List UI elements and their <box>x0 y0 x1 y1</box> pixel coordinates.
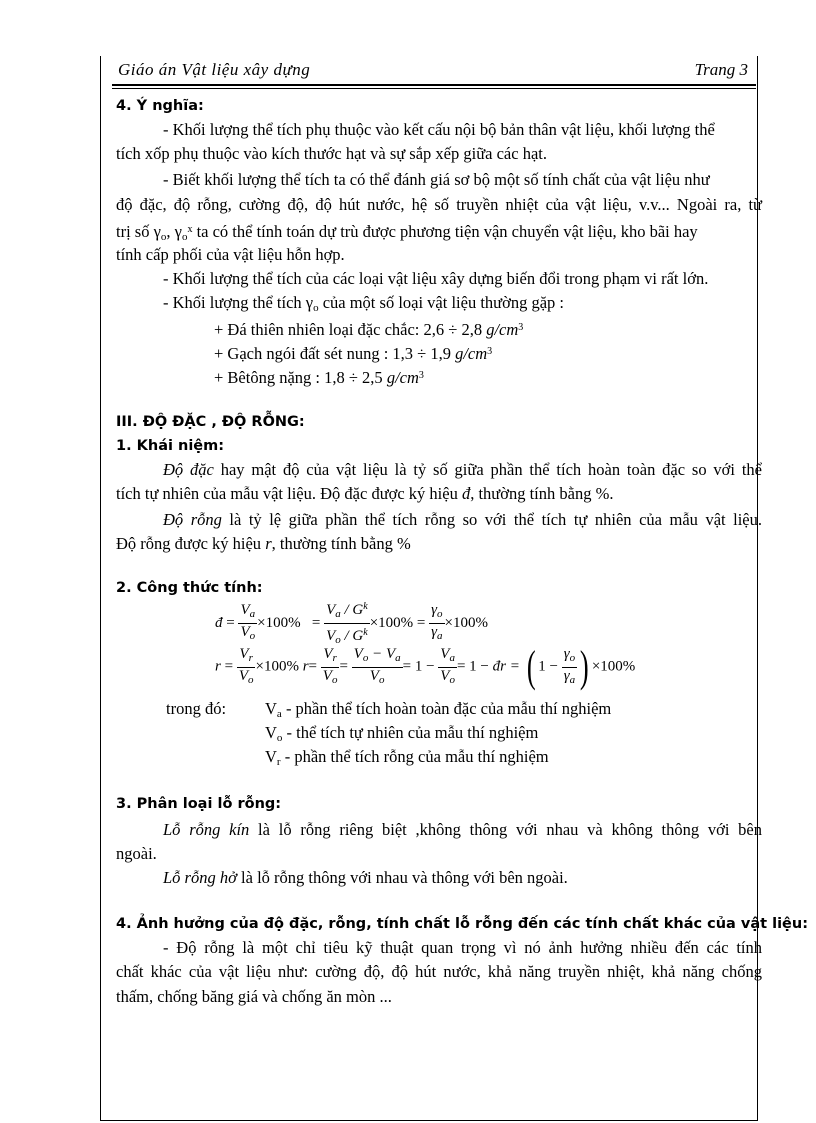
fraction-num: V <box>353 645 363 662</box>
paragraph-line <box>116 534 411 554</box>
text-run: - Khối lượng thể tích γ <box>163 293 314 312</box>
formula-op: r = <box>500 658 520 675</box>
fraction-den-rest: / G <box>340 628 364 644</box>
paragraph-line: thấm, chống băng giá và chống ăn mòn ... <box>116 987 392 1006</box>
fraction-den: V <box>240 624 250 640</box>
fraction <box>238 602 257 645</box>
formula-op: 1 − <box>538 658 558 675</box>
def-text: - phần thể tích rỗng của mẫu thí nghiệm <box>280 747 549 766</box>
formula-op: = <box>308 658 318 675</box>
fraction-den: V <box>369 667 379 684</box>
unit: g/cm <box>486 320 519 339</box>
text-run: là lỗ rỗng riêng biệt ,không thông với nhau và không thông với bên <box>249 820 763 839</box>
formula-op: ×100% <box>255 658 299 675</box>
header-page-number: Trang 3 <box>694 60 748 79</box>
superscript: 3 <box>518 322 524 333</box>
list-item-text: + Gạch ngói đất sét nung : 1,3 ÷ 1,9 <box>214 344 456 363</box>
paragraph-line <box>116 484 613 504</box>
formula-op: = <box>311 614 321 631</box>
subscript: a <box>276 708 282 720</box>
list-item <box>214 318 523 340</box>
fraction-num-rest: / G <box>340 602 364 618</box>
formula-op: ×100% <box>257 614 301 631</box>
subsection-1-heading: 1. Khái niệm: <box>116 438 225 454</box>
fraction-den: V <box>238 667 248 684</box>
paragraph-line <box>116 510 762 530</box>
fraction-den: γ <box>431 624 438 640</box>
paragraph-line: tính cấp phối của vật liệu hỗn hợp. <box>116 245 345 264</box>
subscript: r <box>332 651 337 664</box>
superscript: 3 <box>418 370 424 381</box>
term: Lỗ rỗng hở <box>163 868 237 887</box>
subscript: a <box>395 651 401 664</box>
text-run: là lỗ rỗng thông với nhau và thông với bên ngoài. <box>236 868 568 887</box>
formula-lhs: r <box>215 658 221 675</box>
fraction <box>352 646 403 689</box>
text-run: trị số γ <box>116 222 161 241</box>
fraction <box>321 646 340 689</box>
list-item <box>214 342 492 364</box>
subscript: o <box>276 732 283 744</box>
fraction <box>429 602 444 645</box>
fraction-den: V <box>440 667 450 684</box>
fraction-num: V <box>385 645 396 662</box>
fraction-num: V <box>440 645 450 662</box>
paren-right: ) <box>580 642 589 691</box>
text-run: của một số loại vật liệu thường gặp : <box>318 293 564 312</box>
text-run: hay mật độ của vật liệu là tỷ số giữa phần thể tích hoàn toàn đặc so với thể <box>213 460 762 479</box>
paragraph-line <box>116 220 698 247</box>
text-run: là tỷ lệ giữa phần thể tích rỗng so với thể tích tự nhiên của mẫu vật liệu. <box>221 510 762 529</box>
unit: g/cm <box>455 344 488 363</box>
paragraph-line <box>163 293 564 318</box>
subscript: o <box>249 630 256 642</box>
fraction-num: V <box>240 602 250 618</box>
text-run: , thường tính bằng %. <box>470 484 614 503</box>
superscript: 3 <box>487 346 493 357</box>
text-run: Độ rỗng được ký hiệu <box>116 534 266 553</box>
term: Lỗ rỗng kín <box>163 820 250 839</box>
subscript: a <box>569 673 576 686</box>
def-symbol: V <box>265 747 277 766</box>
section-III-heading: III. ĐỘ ĐẶC , ĐỘ RỖNG: <box>116 414 305 430</box>
paragraph-line: độ đặc, độ rỗng, cường độ, độ hút nước, hệ số truyền nhiệt của vật liệu, v.v... Ngoài ra, từ <box>116 195 762 214</box>
paragraph-line <box>116 460 762 480</box>
formula-op: ×100% <box>591 658 636 675</box>
superscript: x <box>187 224 193 235</box>
formula-op: = 1 − <box>402 658 435 675</box>
text-run: , thường tính bằng % <box>271 534 411 553</box>
definition <box>265 699 611 724</box>
superscript: k <box>363 601 368 612</box>
subscript: a <box>449 651 455 664</box>
header-title: Giáo án Vật liệu xây dựng <box>118 60 311 79</box>
paragraph-line: chất khác của vật liệu như: cường độ, độ hút nước, khả năng truyền nhiệt, khả năng chống <box>116 962 762 981</box>
formula-lhs: đ <box>215 614 223 631</box>
subscript: r <box>276 756 281 768</box>
definition <box>265 723 538 748</box>
list-item-text: + Bêtông nặng : 1,8 ÷ 2,5 <box>214 368 387 387</box>
subscript: o <box>362 651 369 664</box>
fraction <box>438 646 457 689</box>
formula-lhs: r <box>302 658 309 675</box>
paragraph-line: - Khối lượng thể tích của các loại vật liệu xây dựng biến đổi trong phạm vi rất lớn. <box>163 269 709 288</box>
fraction-num: γ <box>563 645 570 662</box>
fraction <box>562 646 577 689</box>
term: Độ rỗng <box>163 510 222 529</box>
fraction-minus: − <box>368 645 386 662</box>
section-4-heading: 4. Ý nghĩa: <box>116 98 204 114</box>
formula-porosity <box>215 642 636 691</box>
fraction-den: γ <box>563 667 570 684</box>
subscript: o <box>378 673 385 686</box>
text-run: ta có thể tính toán dự trù được phương tiện vận chuyển vật liệu, kho bãi hay <box>192 222 698 241</box>
fraction-num: V <box>239 645 249 662</box>
fraction-num: V <box>326 602 336 618</box>
fraction-den: V <box>326 628 336 644</box>
subscript: o <box>160 231 167 243</box>
fraction <box>324 598 370 649</box>
formula-op: = <box>224 658 234 675</box>
definition <box>265 747 549 772</box>
subscript: o <box>449 673 455 686</box>
paragraph-line: - Khối lượng thể tích phụ thuộc vào kết cấu nội bộ bản thân vật liệu, khối lượng thể <box>163 120 715 139</box>
fraction-den: V <box>322 667 332 684</box>
symbol: đ <box>461 484 471 503</box>
def-symbol: V <box>265 723 277 742</box>
subscript: o <box>437 608 443 620</box>
symbol: r <box>265 534 272 553</box>
subsection-4-heading: 4. Ảnh hưởng của độ đặc, rỗng, tính chất lỗ rỗng đến các tính chất khác của vật liệu: <box>116 916 809 932</box>
def-text: - phần thể tích hoàn toàn đặc của mẫu thí nghiệm <box>281 699 612 718</box>
fraction-num: V <box>323 645 333 662</box>
where-label: trong đó: <box>166 699 227 718</box>
subscript: o <box>331 673 338 686</box>
subsection-2-heading: 2. Công thức tính: <box>116 580 263 596</box>
subsection-3-heading: 3. Phân loại lỗ rỗng: <box>116 796 282 812</box>
text-run: , γ <box>166 222 182 241</box>
formula-op: = 1 − <box>456 658 489 675</box>
def-text: - thể tích tự nhiên của mẫu thí nghiệm <box>282 723 539 742</box>
formula-op: = <box>226 614 235 631</box>
list-item-text: + Đá thiên nhiên loại đặc chắc: 2,6 ÷ 2,8 <box>214 320 487 339</box>
subscript: o <box>181 231 188 243</box>
subscript: o <box>569 651 576 664</box>
def-symbol: V <box>265 699 277 718</box>
subscript: a <box>335 608 341 620</box>
fraction-num: γ <box>431 602 438 618</box>
subscript: r <box>248 651 253 664</box>
subscript: a <box>249 608 256 620</box>
header-rule-thin <box>112 88 756 89</box>
subscript: a <box>437 630 443 642</box>
subscript: o <box>313 302 319 314</box>
paragraph-line: - Biết khối lượng thể tích ta có thể đánh giá sơ bộ một số tính chất của vật liệu như <box>163 170 710 189</box>
formula-op: ×100% = <box>369 614 426 631</box>
list-item <box>214 366 424 388</box>
paren-left: ( <box>526 642 536 691</box>
header-rule <box>112 84 756 86</box>
formula-density <box>215 598 488 649</box>
text-run: tích tự nhiên của mẫu vật liệu. Độ đặc được ký hiệu <box>116 484 462 503</box>
subscript: o <box>247 673 254 686</box>
formula-op: = <box>339 658 348 675</box>
paragraph-line <box>116 820 762 840</box>
paragraph-line: - Độ rỗng là một chỉ tiêu kỹ thuật quan trọng vì nó ảnh hưởng nhiều đến các tính <box>163 938 762 957</box>
page-header <box>112 56 756 82</box>
superscript: k <box>363 627 368 638</box>
fraction <box>237 646 256 689</box>
unit: g/cm <box>386 368 419 387</box>
paragraph-line <box>163 868 568 888</box>
formula-symbol: đ <box>492 658 501 675</box>
paragraph-line: tích xốp phụ thuộc vào kích thước hạt và sự sắp xếp giữa các hạt. <box>116 144 547 163</box>
term: Độ đặc <box>163 460 214 479</box>
subscript: o <box>335 634 341 646</box>
formula-op: ×100% <box>444 614 489 631</box>
paragraph-line: ngoài. <box>116 844 157 863</box>
